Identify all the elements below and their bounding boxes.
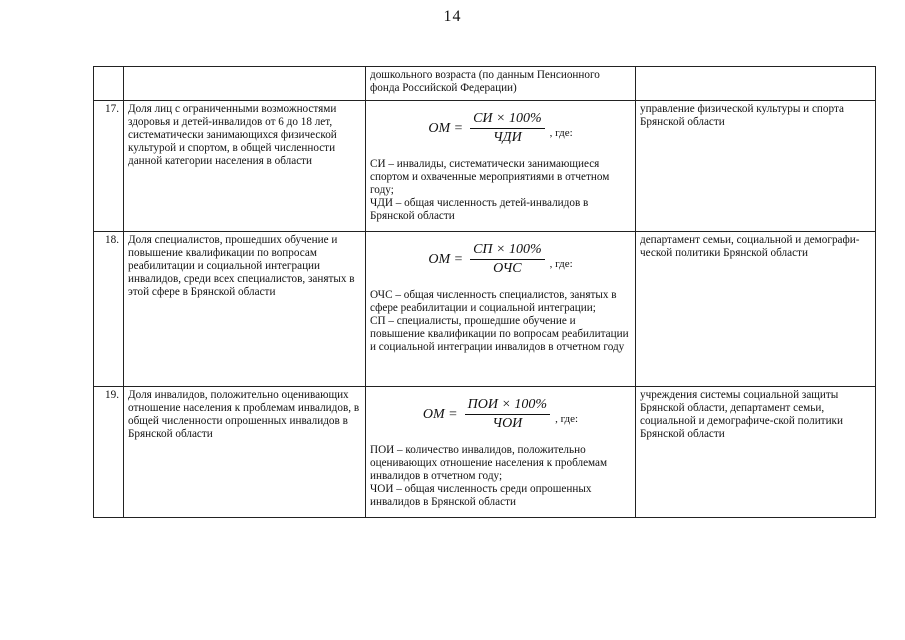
responsible-body: департамент семьи, социальной и демографи-ческой политики Брянской области xyxy=(636,232,876,387)
table-row xyxy=(94,387,876,518)
indicator-name: Доля инвалидов, положительно оценивающих отношение населения к проблемам инвалидов, в общей численности опрошенных инвалидов в Брянской области xyxy=(124,387,366,518)
table-row xyxy=(94,232,876,387)
definition: ПОИ – количество инвалидов, положительно оценивающих отношение населения к проблемам инвалидов в отчетном году; xyxy=(370,444,608,482)
formula-suffix: , где: xyxy=(555,413,579,425)
definition: СП – специалисты, прошедшие обучение и повышение квалификации по вопросам реабилитации и социальной интеграции инвалидов в отчетном году xyxy=(370,315,629,353)
indicator-name: Доля специалистов, прошедших обучение и повышение квалификации по вопросам реабилитации и социальной интеграции инвалидов, среди всех специалистов, занятых в этой сфере в Брянской области xyxy=(124,232,366,387)
definition: дошкольного возраста (по данным Пенсионного фонда Российской Федерации) xyxy=(370,69,600,94)
formula-denominator: ЧДИ xyxy=(493,130,522,145)
formula-numerator: СИ × 100% xyxy=(470,111,545,129)
row-number xyxy=(94,67,124,101)
formula-cell xyxy=(366,67,636,101)
formula-suffix: , где: xyxy=(549,127,573,139)
formula-denominator: ОЧС xyxy=(493,261,522,276)
table-row-continuation xyxy=(94,67,876,101)
responsible-body xyxy=(636,67,876,101)
page-number: 14 xyxy=(443,8,462,25)
row-number: 18. xyxy=(94,232,124,387)
formula-denominator: ЧОИ xyxy=(492,416,523,431)
definition: ЧДИ – общая численность детей-инвалидов в Брянской области xyxy=(370,197,589,222)
responsible-body: управление физической культуры и спорта Брянской области xyxy=(636,101,876,232)
formula-fraction xyxy=(465,397,550,432)
table-row xyxy=(94,101,876,232)
definition: СИ – инвалиды, систематически занимающиеся спортом и охваченные мероприятиями в отчетном году; xyxy=(370,158,610,196)
formula xyxy=(370,111,631,146)
responsible-body: учреждения системы социальной защиты Брянской области, департамент семьи, социальной и демографиче-ской политики Брянской области xyxy=(636,387,876,518)
formula-cell xyxy=(366,232,636,387)
formula-numerator: ПОИ × 100% xyxy=(465,397,550,415)
definition: ОЧС – общая численность специалистов, занятых в сфере реабилитации и социальной интеграции; xyxy=(370,289,617,314)
definition: ЧОИ – общая численность среди опрошенных инвалидов в Брянской области xyxy=(370,483,592,508)
formula xyxy=(370,242,631,277)
formula-fraction xyxy=(470,242,545,277)
formula-lhs: ОМ = xyxy=(422,407,458,422)
row-number: 19. xyxy=(94,387,124,518)
formula-lhs: ОМ = xyxy=(428,252,464,267)
indicator-name: Доля лиц с ограниченными возможностями здоровья и детей-инвалидов от 6 до 18 лет, систематически занимающихся физической культурой и спортом, в общей численности данной категории населения в области xyxy=(124,101,366,232)
formula-lhs: ОМ = xyxy=(428,121,464,136)
formula-cell xyxy=(366,387,636,518)
formula-cell xyxy=(366,101,636,232)
formula-fraction xyxy=(470,111,545,146)
indicator-name xyxy=(124,67,366,101)
indicators-table xyxy=(93,66,876,518)
formula-numerator: СП × 100% xyxy=(470,242,545,260)
formula-suffix: , где: xyxy=(549,258,573,270)
row-number: 17. xyxy=(94,101,124,232)
formula xyxy=(370,397,631,432)
